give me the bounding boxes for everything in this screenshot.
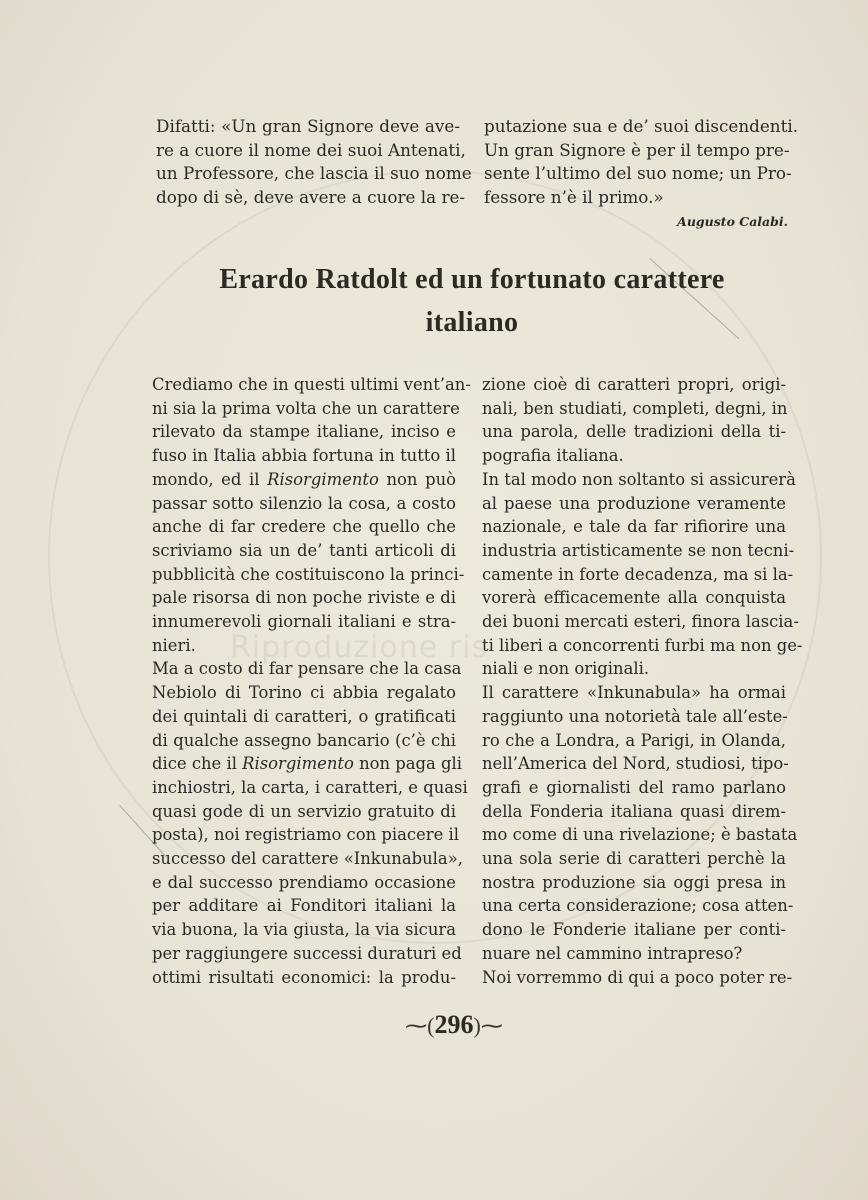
text-line: sente l’ultimo del suo nome; un Pro- (484, 163, 792, 183)
text-line: dei buoni mercati esteri, finora lascia- (482, 612, 799, 632)
text-line: Un gran Signore è per il tempo pre- (484, 139, 790, 160)
text-line: anche di far credere che quello che (152, 517, 456, 537)
text-line: scriviamo sia un de’ tanti articoli di (152, 540, 456, 560)
page-number (384, 1010, 524, 1040)
text-line: rilevato da stampe italiane, inciso e (152, 422, 456, 442)
text-line: grafi e giornalisti del ramo parlano (482, 777, 786, 797)
text-line: una sola serie di caratteri perchè la (482, 849, 786, 869)
ornament-right: )⁓ (473, 1013, 503, 1038)
text-line: nali, ben studiati, completi, degni, in (482, 398, 788, 418)
text-line: dopo di sè, deve avere a cuore la re- (156, 186, 466, 207)
article-title: Erardo Ratdolt ed un fortunato carattere (219, 264, 725, 295)
text-line: ottimi risultati economici: la produ- (152, 967, 456, 987)
text-line: nuare nel cammino intrapreso? (482, 943, 743, 963)
text-line: ti liberi a concorrenti furbi ma non ge- (482, 635, 803, 655)
text-line: e dal successo prendiamo occasione (152, 872, 456, 892)
author-signature: Augusto Calabi. (677, 214, 788, 229)
text-line: via buona, la via giusta, la via sicura (152, 920, 456, 940)
text-line: pale risorsa di non poche riviste e di (152, 588, 456, 608)
text-line: Ma a costo di far pensare che la casa (152, 659, 462, 679)
text-line: per raggiungere successi duraturi ed (152, 943, 462, 963)
text-line: nazionale, e tale da far rifiorire una (482, 517, 786, 537)
text-line: Crediamo che in questi ultimi vent’an- (152, 375, 471, 394)
top-left-column (156, 115, 472, 209)
text-line: Difatti: «Un gran Signore deve ave- (156, 116, 460, 136)
text-line: In tal modo non soltanto si assicurerà (482, 469, 796, 489)
text-line: passar sotto silenzio la cosa, a costo (152, 493, 456, 513)
text-line: nell’America del Nord, studiosi, tipo- (482, 754, 789, 774)
text-line: Il carattere «Inkunabula» ha ormai (482, 683, 786, 703)
ornament-left: ⁓( (405, 1013, 435, 1038)
text-line: raggiunto una notorietà tale all’este- (482, 706, 788, 726)
text-line: dice che il Risorgimento non paga gli (152, 754, 462, 774)
text-line: una parola, delle tradizioni della ti- (482, 422, 786, 442)
text-line: zione cioè di caratteri propri, origi- (482, 375, 786, 394)
text-line: dei quintali di caratteri, o gratificati (152, 706, 456, 726)
page-number-value: 296 (434, 1010, 474, 1039)
text-line: una certa considerazione; cosa atten- (482, 896, 794, 916)
text-line: della Fonderia italiana quasi direm- (482, 801, 786, 821)
text-line: posta), noi registriamo con piacere il (152, 825, 459, 845)
text-line: niali e non originali. (482, 659, 650, 679)
text-line: mo come di una rivelazione; è bastata (482, 825, 798, 845)
text-line: pografia italiana. (482, 446, 624, 466)
text-line: quasi gode di un servizio gratuito di (152, 801, 456, 821)
text-line: pubblicità che costituiscono la princi- (152, 564, 465, 584)
text-line: Noi vorremmo di qui a poco poter re- (482, 967, 793, 987)
text-line: per additare ai Fonditori italiani la (152, 896, 456, 916)
text-line: dono le Fonderie italiane per conti- (482, 920, 786, 940)
top-right-column (484, 115, 799, 209)
article-title-continued: italiano (425, 307, 519, 338)
text-line: ni sia la prima volta che un carattere (152, 398, 460, 418)
body-right-column (482, 373, 803, 989)
text-line: putazione sua e de’ suoi discendenti. (484, 116, 799, 136)
text-line: nostra produzione sia oggi presa in (482, 872, 786, 892)
text-line: di qualche assegno bancario (c’è chi (152, 730, 456, 750)
watermark-text: Riproduzione ris (230, 630, 489, 665)
text-line: al paese una produzione veramente (482, 493, 786, 513)
text-line: un Professore, che lascia il suo nome (156, 163, 472, 183)
text-line: innumerevoli giornali italiani e stra- (152, 612, 456, 632)
text-line: successo del carattere «Inkunabula», (152, 849, 463, 869)
text-line: nieri. (152, 635, 196, 655)
text-line: fessore n’è il primo.» (484, 186, 664, 207)
text-line: re a cuore il nome dei suoi Antenati, (156, 139, 466, 160)
text-line: industria artisticamente se non tecni- (482, 540, 795, 560)
text-line: Nebiolo di Torino ci abbia regalato (152, 683, 456, 703)
text-line: fuso in Italia abbia fortuna in tutto il (152, 446, 456, 466)
text-line: ro che a Londra, a Parigi, in Olanda, (482, 730, 786, 750)
text-line: mondo, ed il Risorgimento non può (152, 469, 457, 489)
text-line: inchiostri, la carta, i caratteri, e quasi (152, 777, 468, 797)
body-left-column (152, 373, 471, 989)
text-line: camente in forte decadenza, ma si la- (482, 564, 794, 584)
text-line: vorerà efficacemente alla conquista (482, 588, 786, 608)
